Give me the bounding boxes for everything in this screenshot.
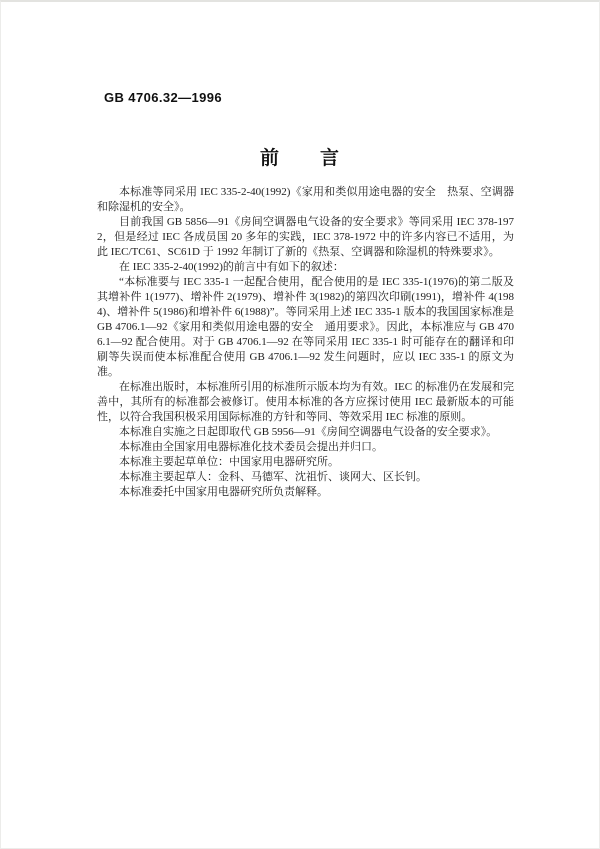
standard-number: GB 4706.32—1996: [104, 90, 223, 105]
page-title: 前 言: [259, 148, 340, 169]
paragraph: 本标准自实施之日起即取代 GB 5956—91《房间空调器电气设备的安全要求》。: [119, 426, 498, 438]
paragraph: 本标准等同采用 IEC 335-2-40(1992)《家用和类似用途电器的安全 热泵、空调器和除湿机的安全》。: [97, 186, 514, 213]
paragraph: 在 IEC 335-2-40(1992)的前言中有如下的叙述：: [119, 261, 344, 273]
paragraph: 在标准出版时，本标准所引用的标准所示版本均为有效。IEC 的标准仍在发展和完善中，其所有的标准都会被修订。使用本标准的各方应探讨使用 IEC 最新版本的可能性，以符合我国积极采用国际标准的方针和等同、等效采用 IEC 标准的原则。: [97, 381, 514, 423]
paragraph: 目前我国 GB 5856—91《房间空调器电气设备的安全要求》等同采用 IEC 378-1972，但是经过 IEC 各成员国 20 多年的实践，IEC 378-1972 中的许多内容已不适用，为此 IEC/TC61、SC61D 于 1992 年制订了新的《热泵、空调器和除湿机的特殊要求》。: [97, 216, 514, 258]
paragraph: 本标准由全国家用电器标准化技术委员会提出并归口。: [119, 441, 383, 453]
paragraph: 本标准主要起草人：金科、马德军、沈祖忻、谈网大、区长钊。: [119, 471, 427, 483]
paragraph: 本标准主要起草单位：中国家用电器研究所。: [119, 456, 339, 468]
paragraph: “本标准要与 IEC 335-1 一起配合使用，配合使用的是 IEC 335-1(1976)的第二版及其增补件 1(1977)、增补件 2(1979)、增补件 3(1982)的第四次印刷(1991)，增补件 4(1984)、增补件 5(1986)和增补件 6(1988)”。等同采用上述 IEC 335-1 版本的我国国家标准是 GB 4706.1—92《家用和类似用途电器的安全 通用要求》。因此，本标准应与 GB 4706.1—92 配合使用。对于 GB 4706.1—92 在等同采用 IEC 335-1 时可能存在的翻译和印刷等失误而使本标准配合使用 GB 4706.1—92 发生问题时，应以 IEC 335-1 的原文为准。: [97, 276, 514, 378]
paragraph: 本标准委托中国家用电器研究所负责解释。: [119, 486, 328, 498]
foreword-body: [97, 185, 514, 500]
